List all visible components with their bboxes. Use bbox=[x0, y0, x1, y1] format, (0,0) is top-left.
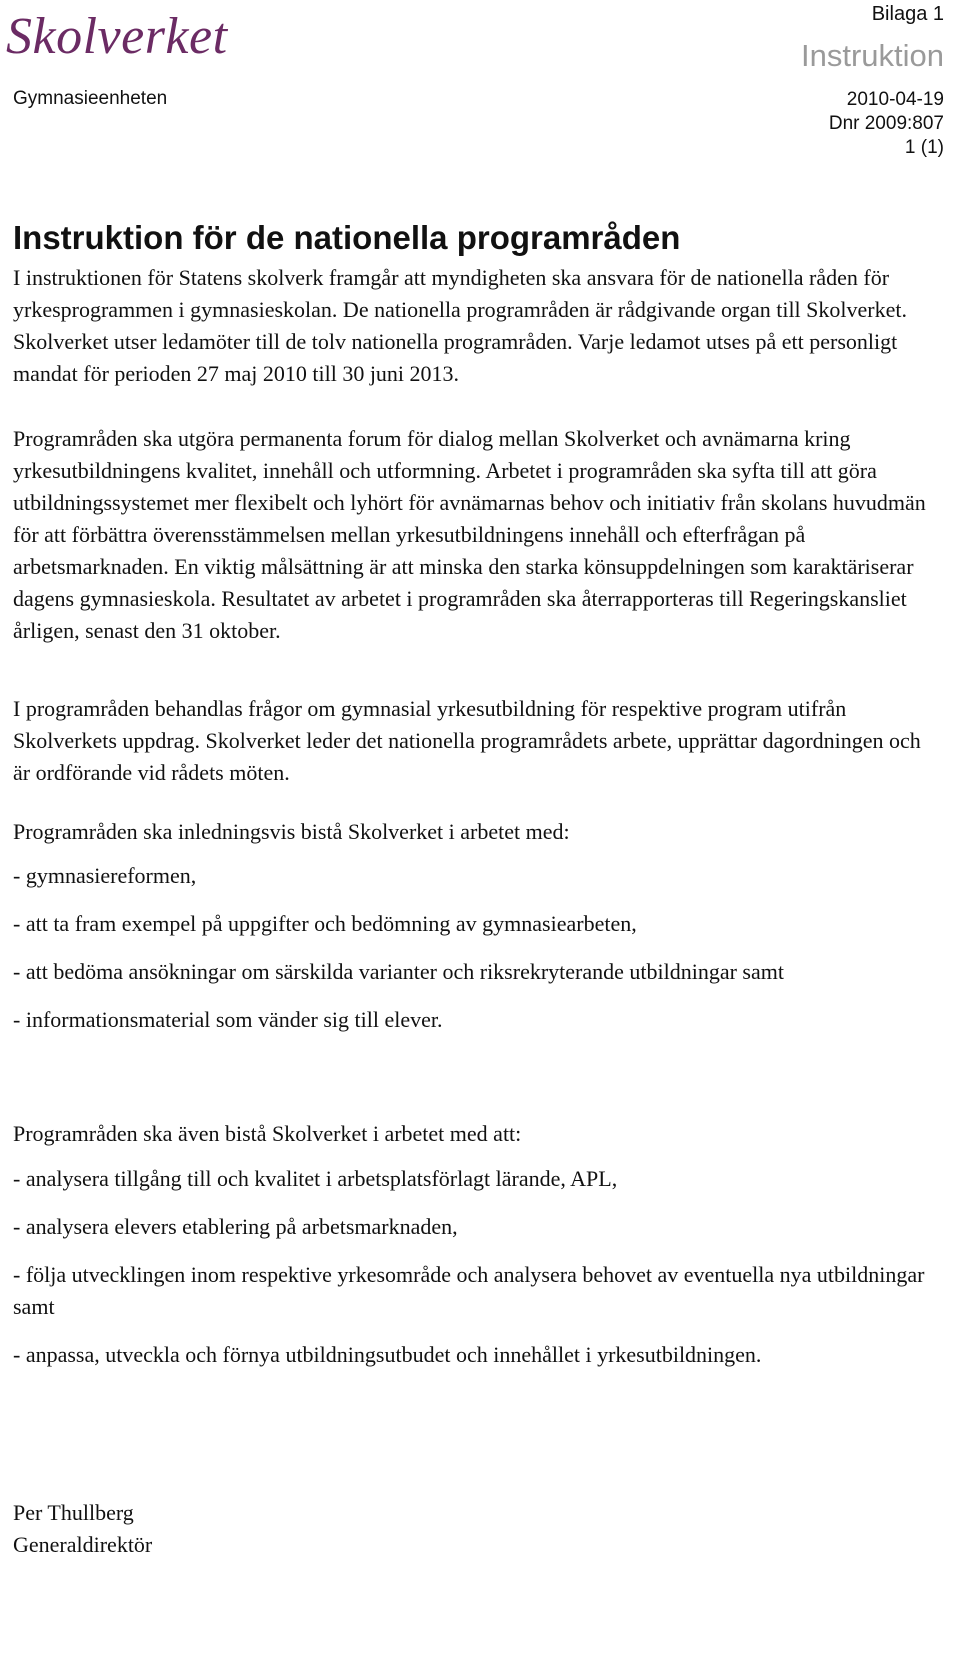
skolverket-logo: Skolverket bbox=[6, 8, 228, 65]
signer-title: Generaldirektör bbox=[13, 1532, 153, 1557]
list-item: - gymnasiereformen, bbox=[13, 863, 197, 888]
list-2-intro: Programråden ska även bistå Skolverket i arbetet med att: bbox=[13, 1121, 522, 1146]
attachment-label: Bilaga 1 bbox=[871, 3, 944, 25]
list-item: - informationsmaterial som vänder sig till elever. bbox=[13, 1007, 443, 1032]
paragraph-3: I programråden behandlas frågor om gymnasial yrkesutbildning för respektive program utifrån Skolverkets uppdrag. Skolverket leder det nationella programrådets arbete, upprättar dagordningen och är ordförande vid rådets möten. bbox=[13, 696, 921, 785]
task-list-1 bbox=[13, 860, 943, 1052]
paragraph-2: Programråden ska utgöra permanenta forum för dialog mellan Skolverket och avnämarna kring yrkesutbildningens kvalitet, innehåll och utformning. Arbetet i programråden ska syfta till att göra utbildningssystemet mer flexibelt och lyhört för avnämarnas behov och initiativ från skolans huvudmän för att förbättra överensstämmelsen mellan yrkesutbildningens innehåll och efterfrågan på arbetsmarknaden. En viktig målsättning är att minska den starka könsuppdelningen som karaktäriserar dagens gymnasieskola. Resultatet av arbetet i programråden ska återrapporteras till Regeringskansliet årligen, senast den 31 oktober. bbox=[13, 426, 926, 643]
page-title: Instruktion för de nationella programråden bbox=[13, 219, 681, 256]
document-date: 2010-04-19 bbox=[846, 89, 944, 110]
list-item: - analysera elevers etablering på arbetsmarknaden, bbox=[13, 1214, 458, 1239]
list-1-intro: Programråden ska inledningsvis bistå Skolverket i arbetet med: bbox=[13, 819, 570, 844]
department-name: Gymnasieenheten bbox=[13, 88, 168, 109]
list-item: - att ta fram exempel på uppgifter och bedömning av gymnasiearbeten, bbox=[13, 911, 637, 936]
document-type: Instruktion bbox=[800, 38, 944, 73]
task-list-2 bbox=[13, 1163, 943, 1387]
list-item: - analysera tillgång till och kvalitet i arbetsplatsförlagt lärande, APL, bbox=[13, 1166, 618, 1191]
signature-block bbox=[13, 1497, 152, 1561]
document-reference: Dnr 2009:807 bbox=[828, 113, 944, 134]
paragraph-1: I instruktionen för Statens skolverk framgår att myndigheten ska ansvara för de nationella råden för yrkesprogrammen i gymnasieskolan. De nationella programråden är rådgivande organ till Skolverket. Skolverket utser ledamöter till de tolv nationella programråden. Varje ledamot utses på ett personligt mandat för perioden 27 maj 2010 till 30 juni 2013. bbox=[13, 265, 907, 386]
document-meta bbox=[829, 88, 944, 160]
list-item: - att bedöma ansökningar om särskilda varianter och riksrekryterande utbildningar samt bbox=[13, 959, 784, 984]
list-item: - följa utvecklingen inom respektive yrkesområde och analysera behovet av eventuella nya utbildningar samt bbox=[13, 1262, 925, 1319]
list-item: - anpassa, utveckla och förnya utbildningsutbudet och innehållet i yrkesutbildningen. bbox=[13, 1342, 762, 1367]
signer-name: Per Thullberg bbox=[13, 1500, 134, 1525]
page-number: 1 (1) bbox=[904, 137, 944, 158]
